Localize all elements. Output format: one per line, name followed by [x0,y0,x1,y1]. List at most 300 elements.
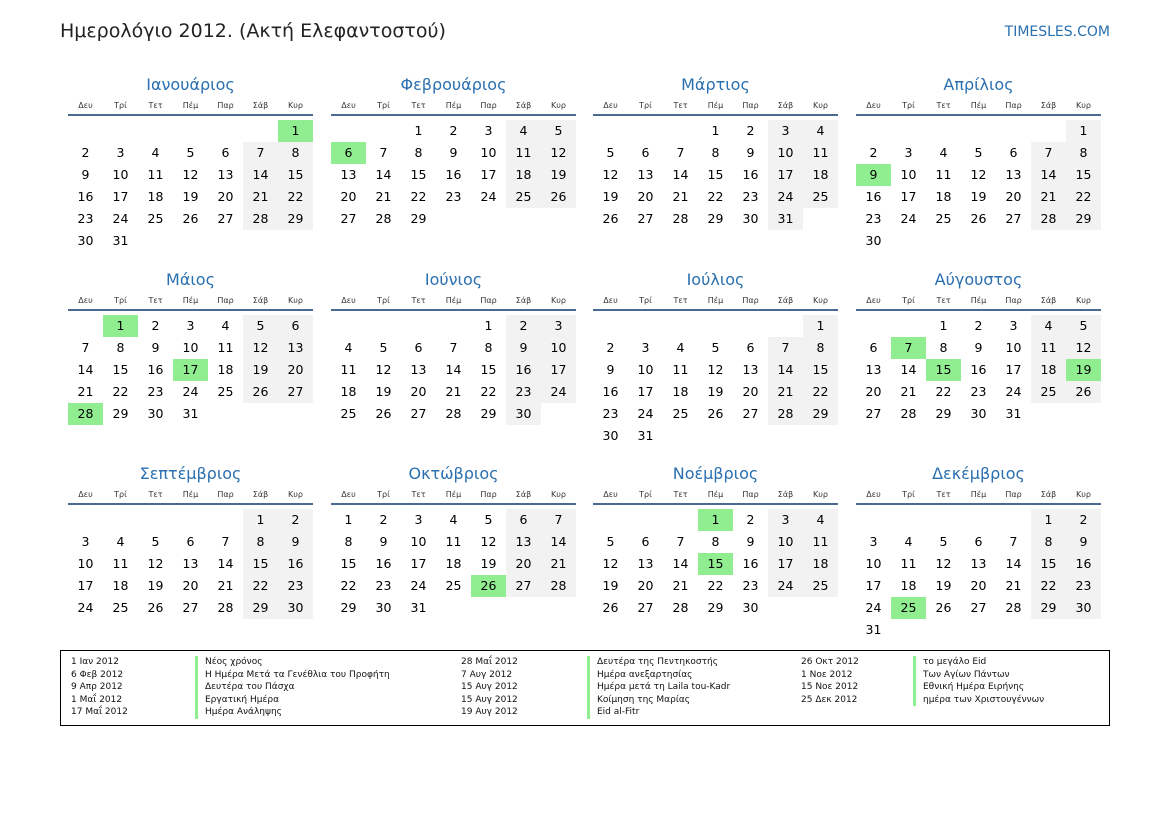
weekday-label: Τετ [148,489,163,499]
day-cell: 21 [1005,578,1022,593]
weekday-label: Σάβ [1040,100,1057,110]
day-cell: 11 [340,362,357,377]
day-cell: 17 [410,556,427,571]
holiday-day-cell: 25 [891,597,926,619]
day-cell: 16 [278,553,313,575]
weekday-label: Κυρ [1076,295,1091,305]
day-cell: 6 [746,340,755,355]
day-cell: 22 [410,189,427,204]
day-cell: 23 [1066,575,1101,597]
week-row [593,509,838,531]
day-cell: 20 [637,189,654,204]
week-row [331,597,576,619]
month-name: Φεβρουάριος [400,75,507,94]
week-row [593,553,838,575]
day-cell: 25 [803,575,838,597]
weekday-header [68,96,313,116]
day-cell: 20 [742,384,759,399]
day-cell: 20 [340,189,357,204]
day-cell: 31 [865,622,882,637]
day-cell: 22 [278,186,313,208]
day-cell: 22 [1031,575,1066,597]
day-cell: 4 [151,145,160,160]
day-cell: 28 [445,406,462,421]
week-row [856,575,1101,597]
day-cell: 15 [278,164,313,186]
legend-holiday-name: Ημέρα μετά τη Laila tou-Kadr [587,681,730,694]
day-cell: 30 [742,211,759,226]
day-cell: 27 [278,381,313,403]
legend-date: 17 Μαΐ 2012 [71,707,128,717]
legend-holiday-name: Eid al-Fitr [587,706,730,719]
empty-cell [103,120,138,142]
week-row [68,142,313,164]
day-cell: 28 [1031,208,1066,230]
day-cell: 14 [1031,164,1066,186]
week-row [856,337,1101,359]
empty-cell [401,315,436,337]
day-cell: 18 [445,556,462,571]
empty-cell [891,509,926,531]
day-cell: 9 [746,145,755,160]
day-cell: 26 [243,381,278,403]
day-cell: 30 [602,428,619,443]
legend-date: 28 Μαΐ 2012 [461,657,518,667]
day-cell: 13 [340,167,357,182]
week-row [593,531,838,553]
day-cell: 26 [707,406,724,421]
holiday-day-cell: 26 [471,575,506,597]
day-cell: 24 [77,600,94,615]
day-cell: 2 [278,509,313,531]
day-cell: 23 [865,211,882,226]
weekday-label: Τρί [114,295,127,305]
weekday-label: Πέμ [445,295,462,305]
month-name: Μάιος [166,270,215,289]
day-cell: 3 [414,512,423,527]
day-cell: 2 [379,512,388,527]
day-cell: 19 [182,189,199,204]
day-cell: 1 [1031,509,1066,531]
day-cell: 8 [1066,142,1101,164]
day-cell: 5 [974,145,983,160]
holiday-day-cell: 1 [103,315,138,337]
day-cell: 25 [1031,381,1066,403]
day-cell: 25 [340,406,357,421]
legend-holiday-name: Εθνική Ημέρα Ειρήνης [913,681,1044,694]
month-block [331,463,576,619]
week-row [593,381,838,403]
day-cell: 19 [602,189,619,204]
day-cell: 29 [1031,597,1066,619]
day-cell: 9 [81,167,90,182]
empty-cell [593,120,628,142]
day-cell: 24 [541,381,576,403]
day-cell: 29 [410,211,427,226]
day-cell: 7 [676,534,685,549]
week-row [331,509,576,531]
day-cell: 6 [1009,145,1018,160]
holiday-day-cell: 15 [698,553,733,575]
day-cell: 12 [480,534,497,549]
empty-cell [663,120,698,142]
day-cell: 3 [1009,318,1018,333]
day-cell: 18 [935,189,952,204]
day-cell: 22 [803,381,838,403]
weekday-header [331,96,576,116]
legend-names-column [195,656,390,719]
day-cell: 24 [637,406,654,421]
weekday-label: Τρί [377,489,390,499]
day-cell: 29 [243,597,278,619]
week-row [593,208,838,230]
day-cell: 4 [1031,315,1066,337]
day-cell: 1 [344,512,353,527]
day-cell: 24 [865,600,882,615]
day-cell: 20 [182,578,199,593]
week-row [331,208,576,230]
month-name: Μάρτιος [681,75,750,94]
weekday-label: Παρ [217,489,234,499]
weekday-label: Πέμ [182,100,199,110]
weekday-label: Δευ [603,100,618,110]
legend-date: 25 Δεκ 2012 [801,694,858,705]
day-cell: 21 [900,384,917,399]
weekday-label: Δευ [866,489,881,499]
weekday-label: Κυρ [1076,100,1091,110]
day-cell: 7 [81,340,90,355]
day-cell: 3 [186,318,195,333]
day-cell: 30 [506,403,541,425]
day-cell: 29 [112,406,129,421]
day-cell: 11 [803,531,838,553]
week-row [856,230,1101,252]
day-cell: 18 [803,553,838,575]
day-cell: 11 [147,167,164,182]
day-cell: 30 [970,406,987,421]
empty-cell [768,315,803,337]
weekday-label: Κυρ [551,100,566,110]
day-cell: 24 [1005,384,1022,399]
empty-cell [628,315,663,337]
day-cell: 7 [379,145,388,160]
day-cell: 14 [217,556,234,571]
weekday-header [856,485,1101,505]
weekday-label: Τετ [673,489,688,499]
day-cell: 10 [480,145,497,160]
weekday-label: Δευ [78,100,93,110]
day-cell: 26 [541,186,576,208]
legend-holiday-name: το μεγάλο Eid [913,656,1044,669]
weekday-label: Σάβ [777,100,794,110]
weekday-label: Πέμ [445,489,462,499]
weekday-label: Τρί [902,489,915,499]
day-cell: 26 [970,211,987,226]
month-name: Ιούλιος [686,270,745,289]
day-cell: 15 [803,359,838,381]
day-cell: 6 [278,315,313,337]
day-cell: 29 [1066,208,1101,230]
weekday-label: Τετ [673,100,688,110]
day-cell: 9 [746,534,755,549]
day-cell: 5 [151,534,160,549]
day-cell: 15 [707,167,724,182]
day-cell: 11 [935,167,952,182]
day-cell: 28 [375,211,392,226]
day-cell: 17 [541,359,576,381]
day-cell: 1 [803,315,838,337]
day-cell: 20 [410,384,427,399]
day-cell: 10 [865,556,882,571]
day-cell: 12 [243,337,278,359]
day-cell: 16 [865,189,882,204]
day-cell: 21 [768,381,803,403]
holiday-day-cell: 7 [891,337,926,359]
day-cell: 21 [672,189,689,204]
empty-cell [663,315,698,337]
empty-cell [1031,120,1066,142]
weekday-header [856,96,1101,116]
day-cell: 10 [182,340,199,355]
weekday-label: Παρ [480,100,497,110]
day-cell: 30 [375,600,392,615]
day-cell: 24 [768,186,803,208]
day-cell: 29 [707,600,724,615]
day-cell: 24 [900,211,917,226]
empty-cell [243,120,278,142]
day-cell: 19 [541,164,576,186]
day-cell: 3 [641,340,650,355]
day-cell: 12 [1066,337,1101,359]
day-cell: 18 [506,164,541,186]
day-cell: 13 [278,337,313,359]
empty-cell [856,509,891,531]
day-cell: 14 [77,362,94,377]
day-cell: 19 [935,578,952,593]
day-cell: 28 [217,600,234,615]
weekday-label: Κυρ [813,295,828,305]
day-cell: 15 [112,362,129,377]
day-cell: 8 [243,531,278,553]
legend-date: 1 Νοε 2012 [801,669,853,680]
weekday-label: Πέμ [182,489,199,499]
week-row [593,359,838,381]
day-cell: 27 [637,600,654,615]
day-cell: 18 [112,578,129,593]
weekday-label: Κυρ [551,489,566,499]
day-cell: 11 [506,142,541,164]
week-row [856,208,1101,230]
day-cell: 8 [278,142,313,164]
day-cell: 8 [1031,531,1066,553]
week-row [68,597,313,619]
month-name: Οκτώβριος [408,464,499,483]
week-row [856,315,1101,337]
empty-cell [628,509,663,531]
day-cell: 20 [217,189,234,204]
day-cell: 23 [742,578,759,593]
empty-cell [208,120,243,142]
day-cell: 7 [676,145,685,160]
day-cell: 23 [970,384,987,399]
day-cell: 19 [480,556,497,571]
day-cell: 12 [970,167,987,182]
day-cell: 28 [243,208,278,230]
day-cell: 6 [641,145,650,160]
legend-holiday-name: Ημέρα ανεξαρτησίας [587,669,730,682]
day-cell: 12 [541,142,576,164]
week-row [68,531,313,553]
weekday-header [68,291,313,311]
day-cell: 31 [637,428,654,443]
day-cell: 2 [1066,509,1101,531]
weekday-label: Σάβ [1040,295,1057,305]
day-cell: 13 [970,556,987,571]
day-cell: 6 [974,534,983,549]
day-cell: 11 [217,340,234,355]
weekday-label: Πέμ [445,100,462,110]
weekday-label: Δευ [866,295,881,305]
day-cell: 3 [904,145,913,160]
weekday-label: Δευ [78,295,93,305]
day-cell: 2 [151,318,160,333]
day-cell: 26 [1066,381,1101,403]
day-cell: 1 [1066,120,1101,142]
day-cell: 21 [541,553,576,575]
legend-date: 19 Αυγ 2012 [461,707,518,717]
day-cell: 18 [672,384,689,399]
day-cell: 21 [77,384,94,399]
week-row [856,597,1101,619]
weekday-label: Πέμ [707,295,724,305]
day-cell: 30 [742,600,759,615]
empty-cell [103,509,138,531]
empty-cell [68,315,103,337]
empty-cell [436,315,471,337]
holiday-day-cell: 1 [278,120,313,142]
week-row [593,164,838,186]
day-cell: 27 [742,406,759,421]
holiday-day-cell: 17 [173,359,208,381]
weekday-label: Σάβ [252,295,269,305]
week-row [331,553,576,575]
empty-cell [926,509,961,531]
weekday-label: Τρί [902,295,915,305]
week-row [856,142,1101,164]
day-cell: 21 [217,578,234,593]
day-cell: 2 [81,145,90,160]
day-cell: 3 [484,123,493,138]
day-cell: 17 [112,189,129,204]
day-cell: 26 [602,211,619,226]
weekday-label: Τρί [639,295,652,305]
week-row [331,120,576,142]
day-cell: 2 [506,315,541,337]
week-row [68,337,313,359]
weekday-label: Πέμ [970,100,987,110]
day-cell: 24 [182,384,199,399]
day-cell: 10 [900,167,917,182]
day-cell: 18 [340,384,357,399]
weekday-label: Παρ [742,100,759,110]
week-row [331,186,576,208]
empty-cell [173,120,208,142]
day-cell: 20 [1005,189,1022,204]
legend-holiday-name: Ημέρα Ανάληψης [195,706,390,719]
day-cell: 22 [1066,186,1101,208]
week-row [331,359,576,381]
empty-cell [961,120,996,142]
week-row [593,120,838,142]
empty-cell [68,120,103,142]
day-cell: 31 [182,406,199,421]
day-cell: 22 [707,578,724,593]
weekday-label: Κυρ [288,295,303,305]
day-cell: 28 [768,403,803,425]
month-name: Αύγουστος [934,270,1023,289]
week-row [593,403,838,425]
day-cell: 20 [637,578,654,593]
day-cell: 10 [1005,340,1022,355]
empty-cell [138,509,173,531]
day-cell: 27 [217,211,234,226]
day-cell: 6 [414,340,423,355]
day-cell: 23 [147,384,164,399]
day-cell: 9 [506,337,541,359]
weekday-header [856,291,1101,311]
day-cell: 30 [77,233,94,248]
month-block [68,463,313,619]
weekday-label: Τρί [377,100,390,110]
legend-dates-column [801,656,859,706]
day-cell: 18 [217,362,234,377]
day-cell: 15 [340,556,357,571]
day-cell: 15 [480,362,497,377]
empty-cell [926,120,961,142]
day-cell: 22 [340,578,357,593]
legend-holiday-name: Η Ημέρα Μετά τα Γενέθλια του Προφήτη [195,669,390,682]
week-row [593,425,838,447]
day-cell: 26 [602,600,619,615]
week-row [68,509,313,531]
week-row [68,120,313,142]
week-row [856,531,1101,553]
day-cell: 10 [410,534,427,549]
day-cell: 25 [672,406,689,421]
week-row [68,403,313,425]
weekday-label: Τρί [902,100,915,110]
day-cell: 14 [672,167,689,182]
week-row [68,186,313,208]
day-cell: 30 [1066,597,1101,619]
site-link[interactable]: TIMESLES.COM [1004,24,1110,40]
day-cell: 8 [344,534,353,549]
day-cell: 23 [602,406,619,421]
weekday-label: Τετ [148,295,163,305]
legend-date: 15 Αυγ 2012 [461,694,518,705]
day-cell: 7 [1009,534,1018,549]
legend-date: 7 Αυγ 2012 [461,669,513,680]
day-cell: 25 [935,211,952,226]
weekday-label: Πέμ [970,295,987,305]
day-cell: 23 [742,189,759,204]
legend-date: 6 Φεβ 2012 [71,669,124,680]
day-cell: 8 [484,340,493,355]
week-row [331,381,576,403]
day-cell: 2 [746,512,755,527]
day-cell: 26 [935,600,952,615]
day-cell: 22 [935,384,952,399]
